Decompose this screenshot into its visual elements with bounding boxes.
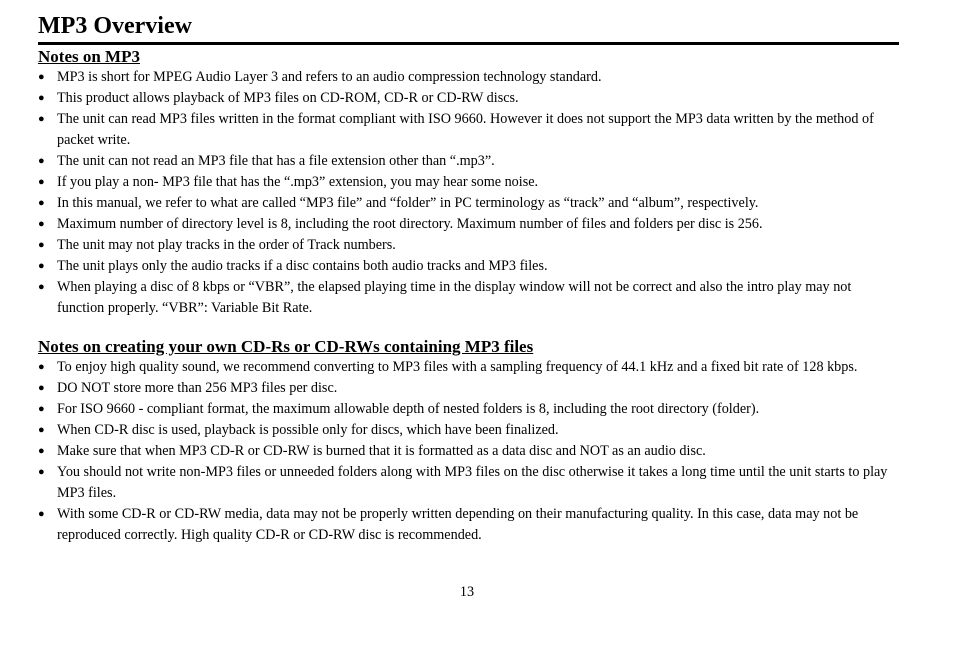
- bullet-icon: ●: [38, 155, 45, 167]
- bullet-icon: ●: [38, 445, 45, 457]
- creating-cds-notes-list: [38, 357, 899, 546]
- bullet-icon: ●: [38, 239, 45, 251]
- bullet-icon: ●: [38, 508, 45, 520]
- list-item-text: With some CD-R or CD-RW media, data may not be properly written depending on their manufacturing quality. In this case, data may not be reproduced correctly. High quality CD-R or CD-RW disc is recommended.: [57, 506, 859, 543]
- list-item: [38, 357, 899, 378]
- section-heading-notes-on-mp3: Notes on MP3: [38, 47, 140, 66]
- bullet-icon: ●: [38, 382, 45, 394]
- page-number: 13: [459, 584, 475, 600]
- list-item-text: If you play a non- MP3 file that has the “.mp3” extension, you may hear some noise.: [57, 174, 539, 190]
- list-item: [38, 441, 899, 462]
- page-title: MP3 Overview: [38, 12, 899, 45]
- list-item: [38, 109, 899, 151]
- list-item-text: The unit can not read an MP3 file that has a file extension other than “.mp3”.: [57, 153, 495, 169]
- list-item: [38, 462, 899, 504]
- list-item-text: MP3 is short for MPEG Audio Layer 3 and refers to an audio compression technology standard.: [57, 69, 602, 85]
- list-item: [38, 399, 899, 420]
- bullet-icon: ●: [38, 424, 45, 436]
- document-page: [38, 12, 899, 546]
- list-item: [38, 151, 899, 172]
- bullet-icon: ●: [38, 176, 45, 188]
- bullet-icon: ●: [38, 71, 45, 83]
- list-item: [38, 277, 899, 319]
- list-item-text: Maximum number of directory level is 8, including the root directory. Maximum number of files and folders per disc is 256.: [57, 216, 763, 232]
- bullet-icon: ●: [38, 218, 45, 230]
- list-item-text: You should not write non-MP3 files or unneeded folders along with MP3 files on the disc otherwise it takes a long time until the unit starts to play MP3 files.: [57, 464, 888, 501]
- bullet-icon: ●: [38, 466, 45, 478]
- notes-on-mp3-list: [38, 67, 899, 319]
- list-item-text: This product allows playback of MP3 files on CD-ROM, CD-R or CD-RW discs.: [57, 90, 519, 106]
- bullet-icon: ●: [38, 113, 45, 125]
- list-item-text: DO NOT store more than 256 MP3 files per disc.: [57, 380, 338, 396]
- list-item: [38, 378, 899, 399]
- list-item: [38, 256, 899, 277]
- list-item: [38, 420, 899, 441]
- bullet-icon: ●: [38, 361, 45, 373]
- list-item-text: In this manual, we refer to what are called “MP3 file” and “folder” in PC terminology as “track” and “album”, respectively.: [57, 195, 759, 211]
- bullet-icon: ●: [38, 92, 45, 104]
- list-item-text: When CD-R disc is used, playback is possible only for discs, which have been finalized.: [57, 422, 559, 438]
- list-item-text: For ISO 9660 - compliant format, the maximum allowable depth of nested folders is 8, including the root directory (folder).: [57, 401, 760, 417]
- list-item: [38, 235, 899, 256]
- bullet-icon: ●: [38, 197, 45, 209]
- list-item-text: The unit can read MP3 files written in the format compliant with ISO 9660. However it does not support the MP3 data written by the method of packet write.: [57, 111, 874, 148]
- list-item: [38, 88, 899, 109]
- bullet-icon: ●: [38, 403, 45, 415]
- list-item-text: To enjoy high quality sound, we recommend converting to MP3 files with a sampling frequency of 44.1 kHz and a fixed bit rate of 128 kbps.: [57, 359, 858, 375]
- list-item: [38, 67, 899, 88]
- bullet-icon: ●: [38, 281, 45, 293]
- list-item-text: When playing a disc of 8 kbps or “VBR”, the elapsed playing time in the display window will not be correct and also the intro play may not function properly. “VBR”: Variable Bit Rate.: [57, 279, 852, 316]
- list-item: [38, 504, 899, 546]
- list-item-text: Make sure that when MP3 CD-R or CD-RW is burned that it is formatted as a data disc and NOT as an audio disc.: [57, 443, 706, 459]
- section-heading-creating-cds: Notes on creating your own CD-Rs or CD-RWs containing MP3 files: [38, 337, 534, 356]
- list-item: [38, 172, 899, 193]
- list-item-text: The unit may not play tracks in the order of Track numbers.: [57, 237, 396, 253]
- bullet-icon: ●: [38, 260, 45, 272]
- list-item: [38, 214, 899, 235]
- list-item-text: The unit plays only the audio tracks if a disc contains both audio tracks and MP3 files.: [57, 258, 548, 274]
- list-item: [38, 193, 899, 214]
